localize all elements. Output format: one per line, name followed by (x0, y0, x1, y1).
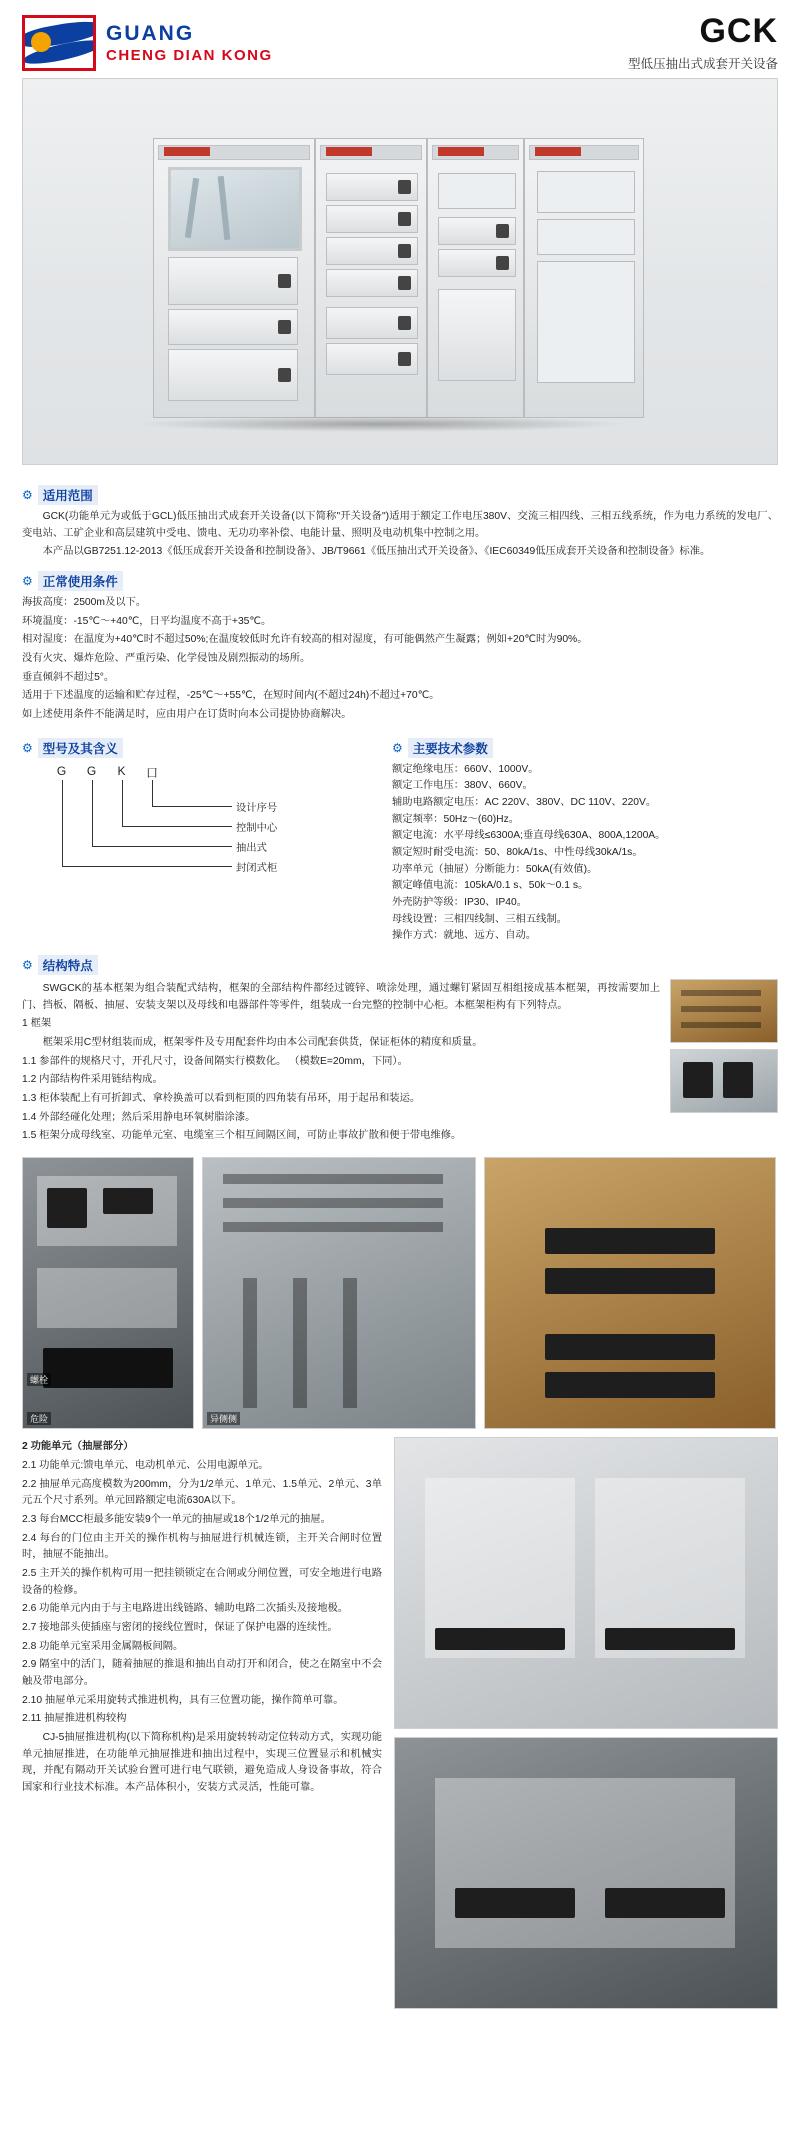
logo-pinyin-bottom: CHENG DIAN KONG (106, 46, 273, 64)
function-unit-item: 2.7 接地部头使插座与密闭的接线位置时，保证了保护电器的连续性。 (22, 1621, 338, 1633)
model-label: 封闭式柜 (236, 862, 278, 874)
spec-item: 操作方式：就地、远方、自动。 (392, 930, 537, 942)
model-title: 型号及其含义 (38, 738, 123, 758)
product-model: GCK (699, 12, 778, 50)
spec-item: 额定频率：50Hz～(60)Hz。 (392, 813, 520, 825)
page-header (0, 0, 800, 78)
gear-icon: ⚙ (22, 958, 33, 973)
function-unit-heading: 2 功能单元（抽屉部分） (22, 1441, 134, 1453)
function-unit-section (22, 1437, 382, 2009)
photo-caption-danger: 危险 (27, 1412, 51, 1425)
specs-list (392, 762, 772, 945)
condition-item: 如上述使用条件不能满足时，应由用户在订货时向本公司提协协商解决。 (22, 709, 352, 721)
model-code-diagram (22, 764, 374, 882)
function-unit-item: 2.1 功能单元:馈电单元、电动机单元、公用电源单元。 (22, 1459, 269, 1471)
logo-pinyin-top: GUANG (106, 21, 195, 45)
structure-item: 1.1 参部件的规格尺寸，开孔尺寸，设备间隔实行模数化。 （模数E=20mm，下同）。 (22, 1055, 408, 1067)
model-letter: 口 (146, 765, 160, 780)
model-letter: G (86, 763, 98, 778)
gallery-photo-control-unit (22, 1157, 194, 1429)
function-unit-item: 2.5 主开关的操作机构可用一把挂锁锁定在合闸或分闸位置，可安全地进行电路设备的检修。 (22, 1567, 382, 1596)
function-unit-item: 2.6 功能单元内由于与主电路进出线链路、辅助电路二次插头及接地极。 (22, 1603, 349, 1615)
scope-paragraph-2: 本产品以GB7251.12-2013《低压成套开关设备和控制设备》、JB/T9661《低压抽出式开关设备》、《IEC60349低压成套开关设备和控制设备》标准。 (42, 546, 711, 558)
gallery-photo-drawer-closeup (394, 1737, 778, 2009)
gear-icon: ⚙ (22, 740, 33, 755)
cabinet-panel-4 (524, 138, 644, 418)
photo-caption-bolt: 螺栓 (27, 1373, 51, 1386)
structure-item: 1.2 内部结构件采用链结构成。 (22, 1074, 163, 1086)
spec-item: 辅助电路额定电压：AC 220V、380V、DC 110V、220V。 (392, 797, 657, 809)
cabinet-panel-1 (153, 138, 315, 418)
condition-item: 相对湿度：在温度为+40℃时不超过50%;在温度较低时允许有较高的相对湿度，有可能偶然产生凝露；例如+20℃时为90%。 (22, 634, 588, 646)
logo-text (106, 23, 273, 64)
structure-photo-1 (670, 979, 778, 1043)
hero-product-photo (22, 78, 778, 465)
gear-icon: ⚙ (22, 488, 33, 502)
model-label: 抽出式 (236, 842, 267, 854)
condition-item: 海拔高度：2500m及以下。 (22, 597, 147, 609)
gear-icon: ⚙ (22, 574, 33, 589)
spec-item: 外壳防护等级：IP30、IP40。 (392, 897, 528, 909)
function-unit-item: CJ-5抽屉推进机构(以下简称机构)是采用旋转转动定位转动方式，实现功能单元抽屉推进，在功能单元抽屉推进和抽出过程中，实现三位置显示和机械实现，并配有隔动开关试验台置可进行电气联锁，避免造成人身设备事故，符合国家和行业技术标准。本产品体积小，安装方式灵活，性能可靠。 (22, 1731, 382, 1793)
section-title-model (22, 738, 374, 758)
function-unit-item: 2.2 抽屉单元高度模数为200mm，分为1/2单元、1单元、1.5单元、2单元、3单元五个尺寸系列。单元回路额定电流630A以下。 (22, 1478, 382, 1507)
condition-item: 环境温度：-15℃～+40℃，日平均温度不高于+35℃。 (22, 615, 272, 627)
scope-title: 适用范围 (38, 485, 98, 505)
function-unit-item: 2.11 抽屉推进机构较构 (22, 1713, 127, 1725)
structure-photo-2 (670, 1049, 778, 1113)
structure-item: 框架采用C型材组装而成，框架零件及专用配套件均由本公司配套供货，保证柜体的精度和质量。 (42, 1037, 483, 1049)
condition-item: 垂直倾斜不超过5°。 (22, 671, 115, 683)
condition-item: 适用于下述温度的运输和贮存过程，-25℃～+55℃，在短时间内(不超过24h)不超过+70℃。 (22, 690, 440, 702)
model-letter: K (117, 763, 127, 778)
structure-item: 1.5 柜架分成母线室、功能单元室、电缆室三个相互间隔区间，可防止事故扩散和便于带电维修。 (22, 1130, 462, 1142)
structure-intro: SWGCK的基本框架为组合装配式结构，框架的全部结构件都经过镀锌、喷涂处理，通过螺钉紧固互相组接成基本框架，再按需要加上门、挡板、隔板、抽屉、安装支架以及母线和电器部件等零件，组装成一台完整的控制中心柜。本框架柜构有下列特点。 (22, 983, 660, 1011)
product-title-block (628, 14, 778, 72)
photo-caption-side: 异侧侧 (207, 1412, 240, 1425)
specs-title: 主要技术参数 (408, 738, 493, 758)
spec-item: 额定短时耐受电流：50、80kA/1s、中性母线30kA/1s。 (392, 847, 643, 859)
cabinet-panel-3 (427, 138, 524, 418)
gallery-photo-drawer-units (394, 1437, 778, 1729)
spec-item: 母线设置：三相四线制、三相五线制。 (392, 913, 568, 925)
function-unit-item: 2.4 每台的门位由主开关的操作机构与抽屉进行机械连锁，主开关合闸时位置时，抽屉不能抽出。 (22, 1532, 382, 1561)
gear-icon: ⚙ (392, 740, 403, 755)
condition-item: 没有火灾、爆炸危险、严重污染、化学侵蚀及剧烈振动的场所。 (22, 653, 311, 665)
structure-item: 1.4 外部经碰化处理；然后采用静电环氧树脂涂漆。 (22, 1111, 256, 1123)
gallery-photo-busbar (202, 1157, 476, 1429)
model-label: 设计序号 (236, 802, 278, 814)
function-unit-item: 2.8 功能单元室采用金属隔板间隔。 (22, 1640, 184, 1652)
function-unit-item: 2.3 每台MCC柜最多能安装9个一单元的抽屉或18个1/2单元的抽屉。 (22, 1513, 331, 1525)
spec-item: 额定峰值电流：105kA/0.1 s、50k～0.1 s。 (392, 880, 589, 892)
company-logo (22, 15, 273, 71)
function-unit-item: 2.10 抽屉单元采用旋转式推进机构，具有三位置功能，操作简单可靠。 (22, 1694, 344, 1706)
structure-item: 1 框架 (22, 1018, 52, 1030)
product-subtitle: 型低压抽出式成套开关设备 (627, 57, 778, 71)
spec-item: 额定绝缘电压：660V、1000V。 (392, 763, 539, 775)
spec-item: 额定工作电压：380V、660V。 (392, 780, 533, 792)
spec-item: 额定电流：水平母线≤6300A;垂直母线630A、800A,1200A。 (392, 830, 666, 842)
photo-gallery-row (22, 1157, 778, 1429)
logo-mark-icon (22, 15, 96, 71)
model-letter: G (56, 763, 68, 778)
structure-title: 结构特点 (38, 955, 98, 975)
section-title-structure (22, 955, 778, 975)
cabinet-panel-2 (315, 138, 427, 418)
function-unit-item: 2.9 隔室中的活门，随着抽屉的推退和抽出自动打开和闭合，使之在隔室中不会触及带电部分。 (22, 1659, 382, 1687)
section-title-scope (22, 485, 778, 505)
model-label: 控制中心 (236, 822, 278, 834)
spec-item: 功率单元（抽屉）分断能力：50kA(有效值)。 (392, 863, 598, 875)
conditions-title: 正常使用条件 (38, 571, 123, 591)
section-title-conditions (22, 571, 778, 591)
gallery-photo-cable-room (484, 1157, 776, 1429)
scope-paragraph-1: GCK(功能单元为或低于GCL)低压抽出式成套开关设备(以下简称"开关设备")适用于额定工作电压380V、交流三相四线、三相五线系统，作为电力系统的发电厂、变电站、工矿企业和高层建筑中受电、馈电、无功功率补偿、电能计量、照明及电动机集中控制之用。 (22, 511, 778, 539)
section-title-specs (392, 738, 772, 758)
structure-item: 1.3 柜体装配上有可折卸式、拿柃换盖可以看到柜顶的四角装有吊环，用于起吊和装运。 (22, 1093, 421, 1105)
